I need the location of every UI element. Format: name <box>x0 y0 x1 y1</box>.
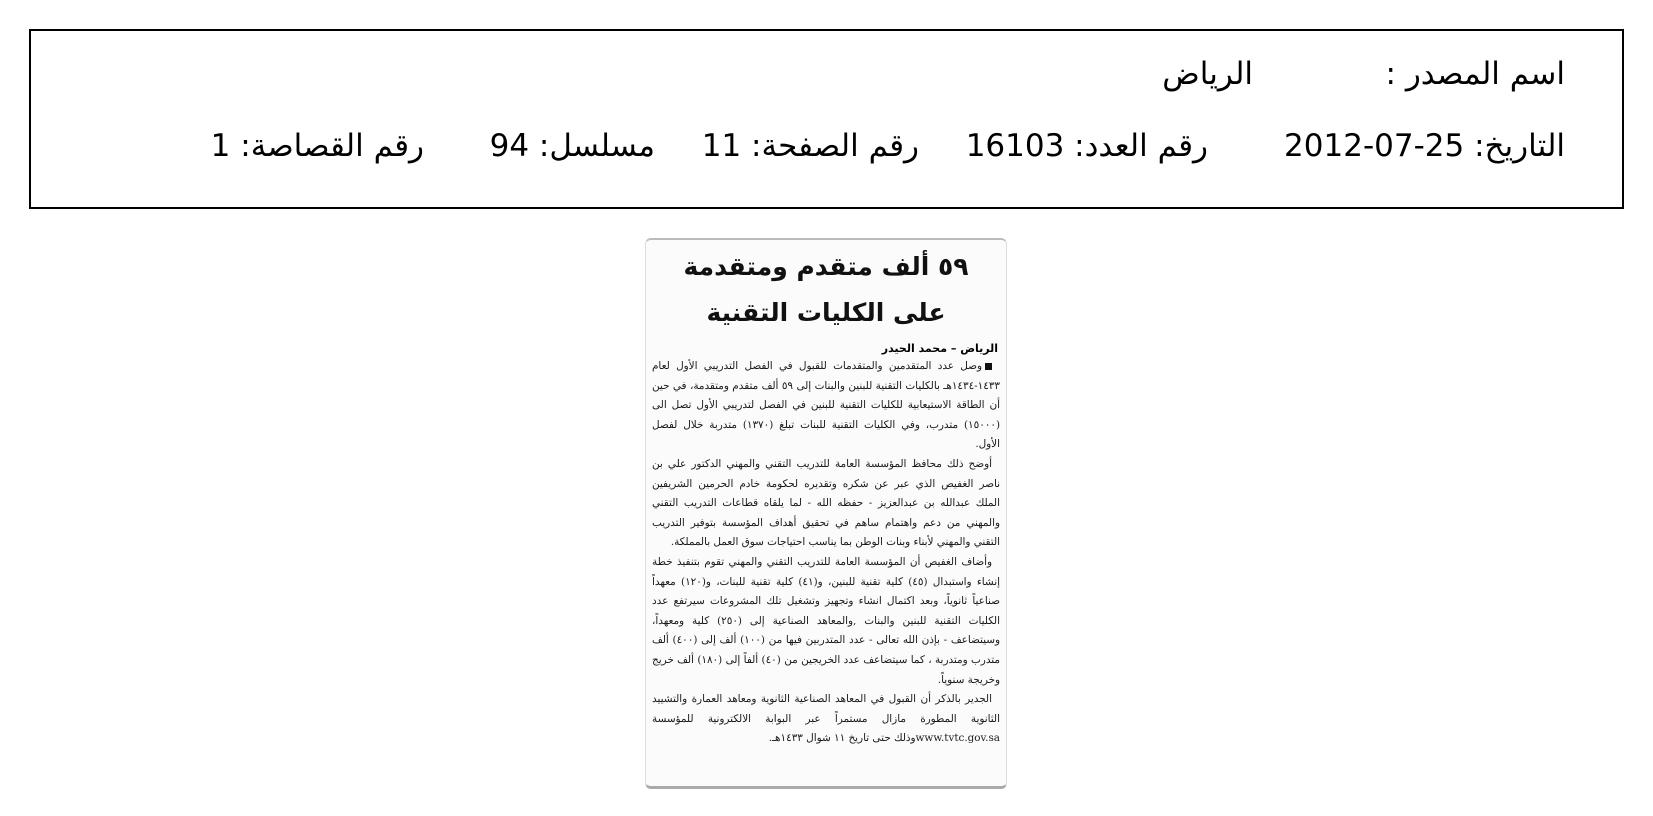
article-body <box>652 357 1000 749</box>
newspaper-clipping <box>645 238 1007 789</box>
date-field: التاريخ: 25-07-2012 <box>1284 128 1565 164</box>
source-label: اسم المصدر : <box>1385 56 1565 92</box>
article-paragraph: الجدير بالذكر أن القبول في المعاهد الصناعية الثانوية ومعاهد العمارة والتشييد الثانوية المطورة مازال مستمراً عبر البوابة الالكترونية للمؤسسة www.tvtc.gov.saوذلك حتى تاريخ ١١ شوال ١٤٣٣هـ. <box>652 693 1000 745</box>
source-value: الرياض <box>1162 56 1253 92</box>
source-row <box>31 56 1565 99</box>
article-paragraph: وأضاف الغفيص أن المؤسسة العامة للتدريب التقني والمهني تقوم بتنفيذ خطة إنشاء واستبدال (٤٥) كلية تقنية للبنين، و(٤١) كلية تقنية للبنات، و(١٢٠) معهداً صناعياً ثانوياً، وبعد اكتمال انشاء وتجهيز وتشغيل تلك المشروعات سيرتفع عدد الكليات التقنية للبنين والبنات ,والمعاهد الصناعية إلى (٢٥٠) كلية ومعهداً، وسيتضاعف - بإذن الله تعالى - عدد المتدربين فيها من (١٠٠) ألف إلى (٤٠٠) ألف متدرب ومتدربة ، كما سيتضاعف عدد الخريجين من (٤٠) ألفاً إلى (١٨٠) ألف خريج وخريجة سنوياً. <box>652 555 1000 686</box>
issue-number: رقم العدد: 16103 <box>965 128 1208 164</box>
details-row <box>31 128 1565 171</box>
serial-number: مسلسل: 94 <box>489 128 655 164</box>
article-paragraph: أوضح ذلك محافظ المؤسسة العامة للتدريب التقني والمهني الدكتور علي بن ناصر الغفيص الذي عبر عن شكره وتقديره لحكومة خادم الحرمين الشريفين الملك عبدالله بن عبدالعزيز - حفظه الله - لما يلقاه قطاعات التدريب التقني والمهني من دعم واهتمام ساهم في تحقيق أهداف المؤسسة بتوفير التدريب التقني والمهني لأبناء وبنات الوطن بما يناسب احتياجات سوق العمل بالمملكة. <box>652 457 1000 549</box>
article-title <box>646 244 1006 336</box>
article-title-line-1: ٥٩ ألف متقدم ومتقدمة <box>683 252 969 281</box>
article-title-line-2: على الكليات التقنية <box>706 298 946 327</box>
clip-metadata-box <box>29 29 1624 209</box>
article-byline: الرياض – محمد الحيدر <box>881 342 998 355</box>
clip-number: رقم القصاصة: 1 <box>210 128 424 164</box>
bullet-icon <box>985 363 992 370</box>
page-number: رقم الصفحة: 11 <box>701 128 919 164</box>
article-paragraph: وصل عدد المتقدمين والمتقدمات للقبول في الفصل التدريبي الأول لعام ١٤٣٣-١٤٣٤هـ بالكليات التقنية للبنين والبنات إلى ٥٩ ألف متقدم ومتقدمة، في حين أن الطاقة الاستيعابية للكليات التقنية للبنين في الفصل لتدريبي الأول تصل الى (١٥٠٠٠) متدرب، وفي الكليات التقنية للبنات تبلغ (١٣٧٠) متدربة خلال لفصل الأول. <box>652 360 1001 451</box>
